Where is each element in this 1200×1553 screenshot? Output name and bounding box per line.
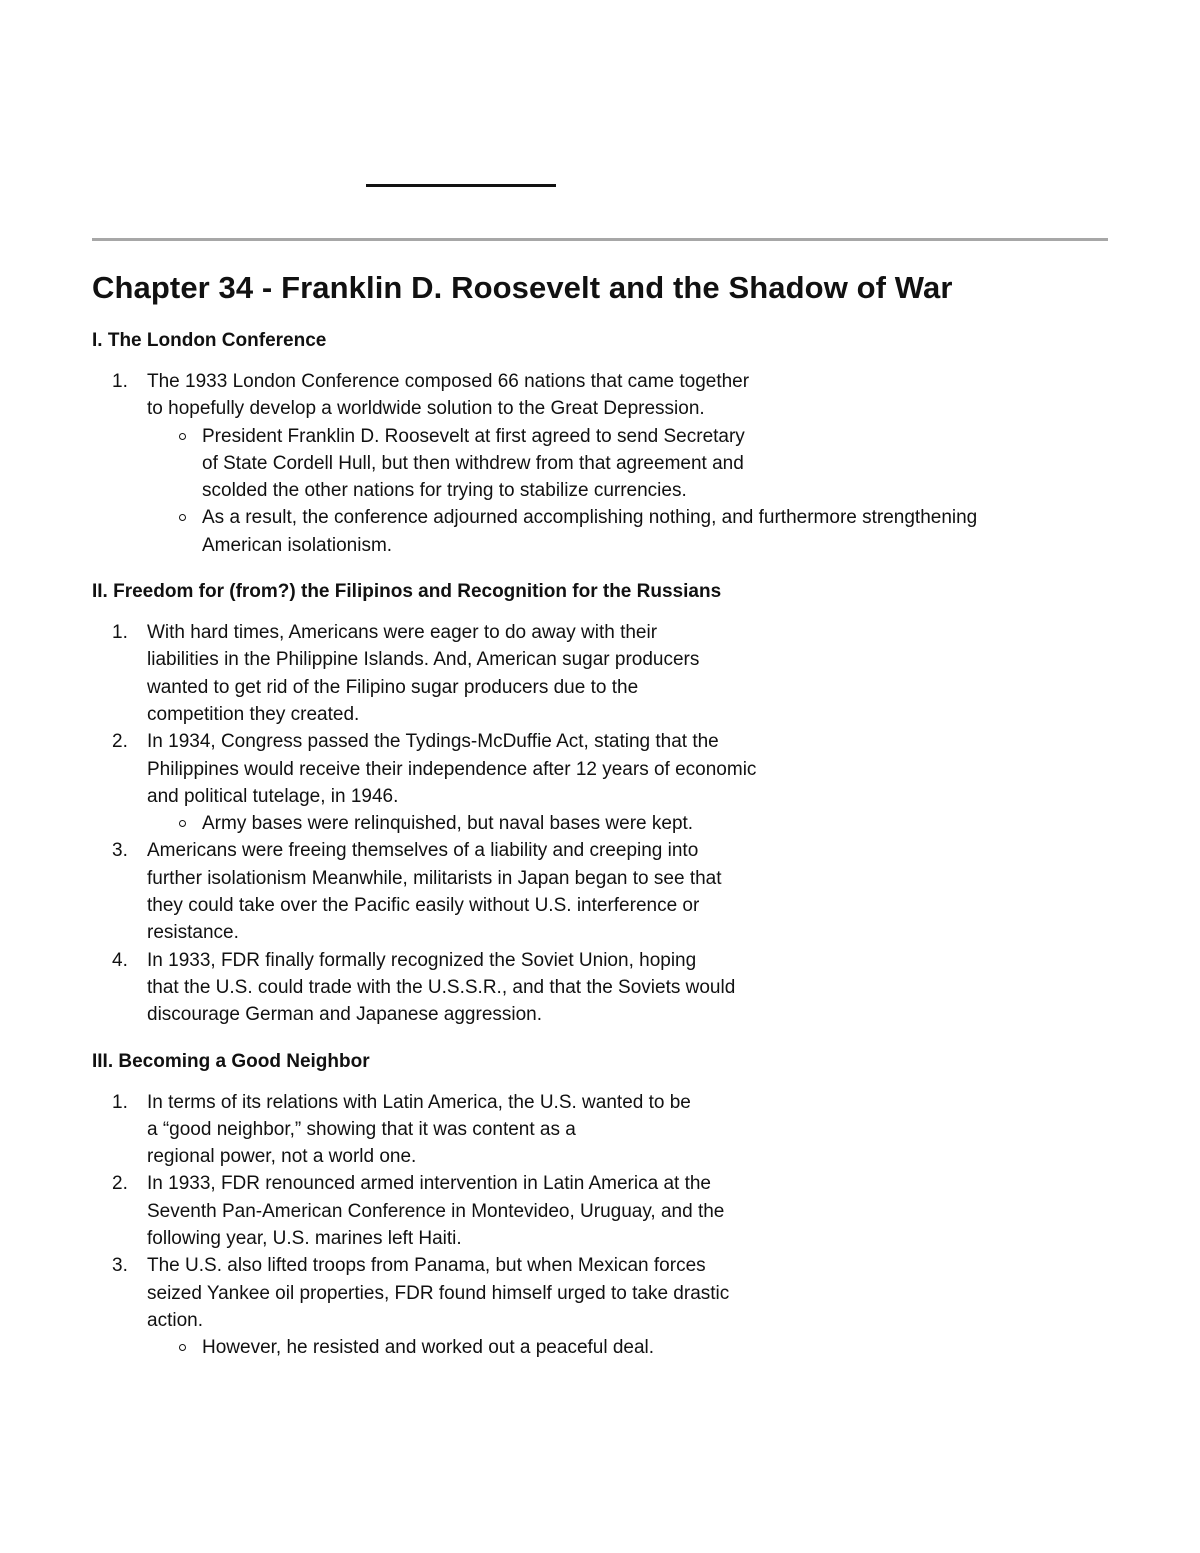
list-item-text: liabilities in the Philippine Islands. And, American sugar producers — [147, 649, 700, 671]
list-item-text: In 1933, FDR renounced armed intervention in Latin America at the — [147, 1173, 711, 1195]
sub-list — [147, 810, 1112, 837]
sub-list-item-text: President Franklin D. Roosevelt at first agreed to send Secretary — [202, 425, 745, 447]
list-item — [92, 1252, 1112, 1361]
section-heading: II. Freedom for (from?) the Filipinos and Recognition for the Russians — [92, 581, 722, 603]
list-item — [92, 837, 1112, 946]
list-item-number: 1. — [112, 1091, 128, 1113]
document-body — [92, 268, 1112, 1362]
list-item — [92, 728, 1112, 837]
numbered-list — [92, 368, 1112, 559]
horizontal-divider — [92, 238, 1108, 241]
list-item — [92, 368, 1112, 559]
sub-list-item — [147, 810, 1112, 837]
sub-list-item-text: However, he resisted and worked out a peaceful deal. — [202, 1337, 655, 1359]
list-item-text: that the U.S. could trade with the U.S.S.R., and that the Soviets would — [147, 976, 736, 998]
list-item-text: action. — [147, 1309, 203, 1331]
list-item — [92, 619, 1112, 728]
sub-list-item — [147, 504, 1112, 559]
header-underline — [366, 184, 556, 187]
list-item-text: and political tutelage, in 1946. — [147, 785, 399, 807]
page-title: Chapter 34 - Franklin D. Roosevelt and the Shadow of War — [92, 270, 953, 305]
list-item-text: seized Yankee oil properties, FDR found himself urged to take drastic — [147, 1282, 730, 1304]
list-item-text: they could take over the Pacific easily without U.S. interference or — [147, 895, 700, 917]
list-item-number: 4. — [112, 949, 128, 971]
list-item-number: 3. — [112, 840, 128, 862]
sub-list — [147, 1334, 1112, 1361]
sub-list-item-text: American isolationism. — [202, 534, 393, 556]
sub-list-item — [147, 1334, 1112, 1361]
section-heading: I. The London Conference — [92, 330, 327, 351]
sub-list-item-text: As a result, the conference adjourned accomplishing nothing, and furthermore strengthening — [202, 507, 978, 529]
list-item-text: In 1933, FDR finally formally recognized the Soviet Union, hoping — [147, 949, 697, 971]
sub-list-item-text: of State Cordell Hull, but then withdrew from that agreement and — [202, 452, 744, 474]
list-item-number: 2. — [112, 731, 128, 753]
list-item-text: Philippines would receive their independence after 12 years of economic — [147, 758, 757, 780]
list-item-text: following year, U.S. marines left Haiti. — [147, 1228, 462, 1250]
list-item — [92, 947, 1112, 1029]
list-item — [92, 1089, 1112, 1171]
list-item-text: The U.S. also lifted troops from Panama, but when Mexican forces — [147, 1255, 706, 1277]
hollow-circle-bullet-icon — [179, 514, 186, 521]
section-heading: III. Becoming a Good Neighbor — [92, 1050, 370, 1072]
list-item-text: In 1934, Congress passed the Tydings-McDuffie Act, stating that the — [147, 731, 719, 753]
sections-container — [92, 328, 1112, 1362]
numbered-list — [92, 1089, 1112, 1362]
list-item-text: The 1933 London Conference composed 66 nations that came together — [147, 371, 750, 392]
list-item-number: 1. — [112, 371, 128, 392]
list-item-number: 2. — [112, 1173, 128, 1195]
hollow-circle-bullet-icon — [179, 820, 186, 827]
list-item-text: a “good neighbor,” showing that it was content as a — [147, 1118, 576, 1140]
sub-list-item-text: scolded the other nations for trying to stabilize currencies. — [202, 480, 687, 502]
list-item-text: to hopefully develop a worldwide solution to the Great Depression. — [147, 398, 705, 420]
sub-list — [147, 423, 1112, 559]
list-item-text: With hard times, Americans were eager to do away with their — [147, 622, 658, 644]
list-item-number: 1. — [112, 622, 128, 644]
section — [92, 579, 1112, 1028]
list-item-text: Seventh Pan-American Conference in Montevideo, Uruguay, and the — [147, 1200, 725, 1222]
list-item-text: further isolationism Meanwhile, militarists in Japan began to see that — [147, 867, 722, 889]
list-item-text: regional power, not a world one. — [147, 1146, 417, 1168]
section — [92, 1049, 1112, 1362]
list-item-text: discourage German and Japanese aggression. — [147, 1004, 543, 1026]
sub-list-item-text: Army bases were relinquished, but naval bases were kept. — [202, 813, 694, 835]
list-item-text: In terms of its relations with Latin America, the U.S. wanted to be — [147, 1091, 691, 1113]
section — [92, 328, 1112, 559]
list-item-text: wanted to get rid of the Filipino sugar producers due to the — [147, 676, 639, 698]
list-item — [92, 1170, 1112, 1252]
numbered-list — [92, 619, 1112, 1028]
list-item-text: Americans were freeing themselves of a liability and creeping into — [147, 840, 699, 862]
list-item-number: 3. — [112, 1255, 128, 1277]
list-item-text: competition they created. — [147, 703, 360, 725]
hollow-circle-bullet-icon — [179, 1344, 186, 1351]
hollow-circle-bullet-icon — [179, 433, 186, 440]
sub-list-item — [147, 423, 1112, 505]
list-item-text: resistance. — [147, 922, 239, 944]
